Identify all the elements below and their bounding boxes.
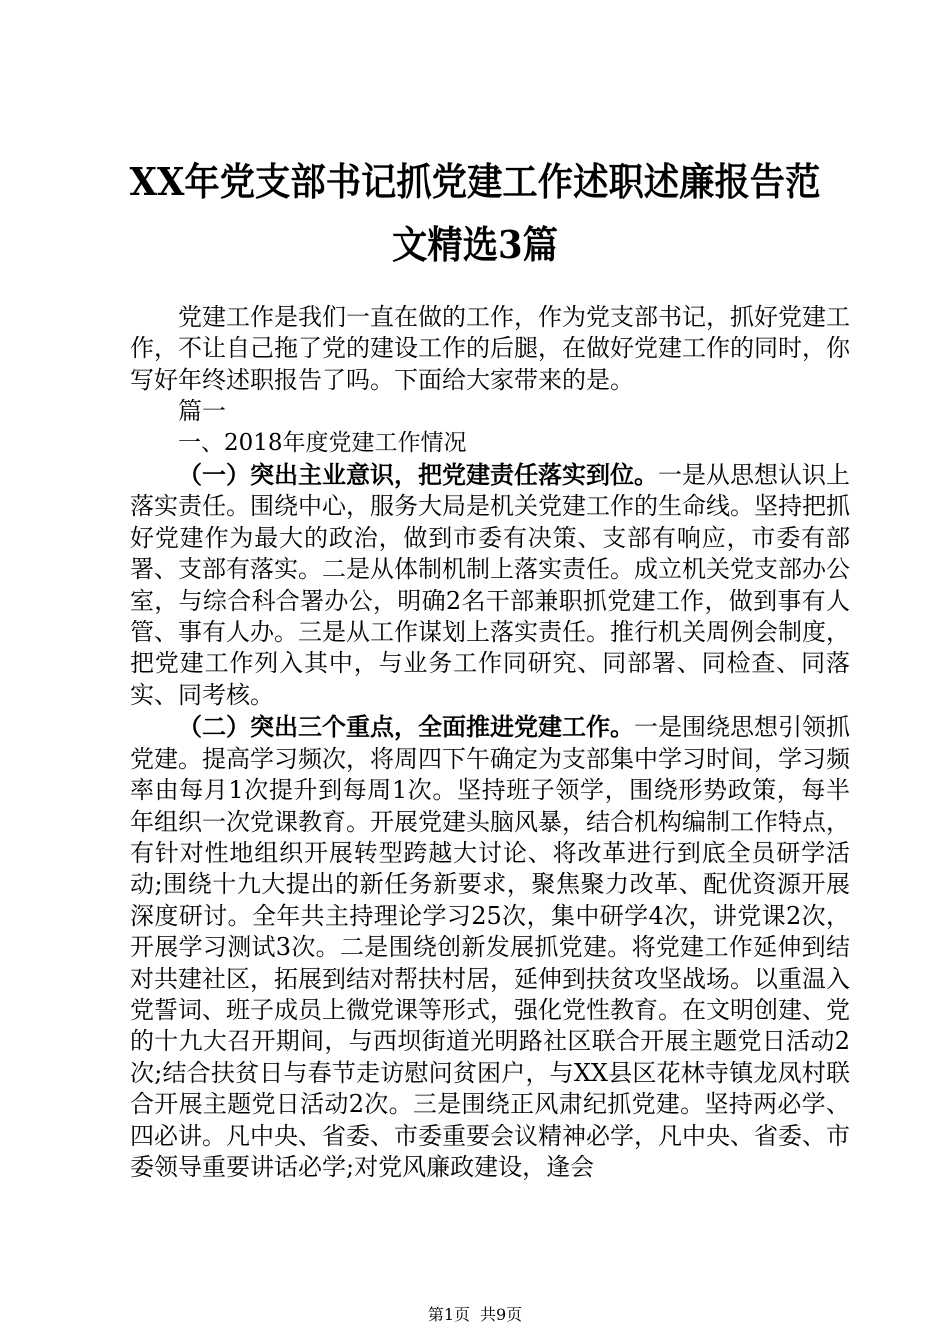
paragraph-2 [130,711,850,1183]
page-footer [0,1302,950,1325]
document-title-line-1: XX年党支部书记抓党建工作述职述廉报告范 [129,159,821,204]
paragraph-1 [130,459,850,711]
document-body [130,302,850,1183]
paragraph-2-lead: （二）突出三个重点，全面推进党建工作。 [178,712,634,742]
section-label: 篇一 [178,397,226,426]
intro-paragraph: 党建工作是我们一直在做的工作，作为党支部书记，抓好党建工作，不让自己拖了党的建设工作的后腿，在做好党建工作的同时，你写好年终述职报告了吗。下面给大家带来的是。 [130,303,850,394]
paragraph-1-lead: （一）突出主业意识，把党建责任落实到位。 [178,460,658,490]
page-total: 共9页 [480,1305,523,1324]
page-number: 第1页 [427,1305,470,1324]
paragraph-1-text: 一是从思想认识上落实责任。围绕中心，服务大局是机关党建工作的生命线。坚持把抓好党建作为最大的政治，做到市委有决策、支部有响应，市委有部署、支部有落实。二是从体制机制上落实责任。成立机关党支部办公室，与综合科合署办公，明确2名干部兼职抓党建工作，做到事有人管、事有人办。三是从工作谋划上落实责任。推行机关周例会制度，把党建工作列入其中，与业务工作同研究、同部署、同检查、同落实、同考核。 [130,461,850,709]
document-title-line-2: 文精选3篇 [392,222,558,267]
section-heading: 一、2018年度党建工作情况 [178,429,467,456]
paragraph-2-text: 一是围绕思想引领抓党建。提高学习频次，将周四下午确定为支部集中学习时间，学习频率由每月1次提升到每周1次。坚持班子领学，围绕形势政策，每半年组织一次党课教育。开展党建头脑风暴，结合机构编制工作特点，有针对性地组织开展转型跨越大讨论、将改革进行到底全员研学活动;围绕十九大提出的新任务新要求，聚焦聚力改革、配优资源开展深度研讨。全年共主持理论学习25次，集中研学4次，讲党课2次，开展学习测试3次。二是围绕创新发展抓党建。将党建工作延伸到结对共建社区，拓展到结对帮扶村居，延伸到扶贫攻坚战场。以重温入党誓词、班子成员上微党课等形式，强化党性教育。在文明创建、党的十九大召开期间，与西坝街道光明路社区联合开展主题党日活动2次;结合扶贫日与春节走访慰问贫困户，与XX县区花林寺镇龙凤村联合开展主题党日活动2次。三是围绕正风肃纪抓党建。坚持两必学、四必讲。凡中央、省委、市委重要会议精神必学，凡中央、省委、市委领导重要讲话必学;对党风廉政建设，逢会 [130,713,850,1181]
